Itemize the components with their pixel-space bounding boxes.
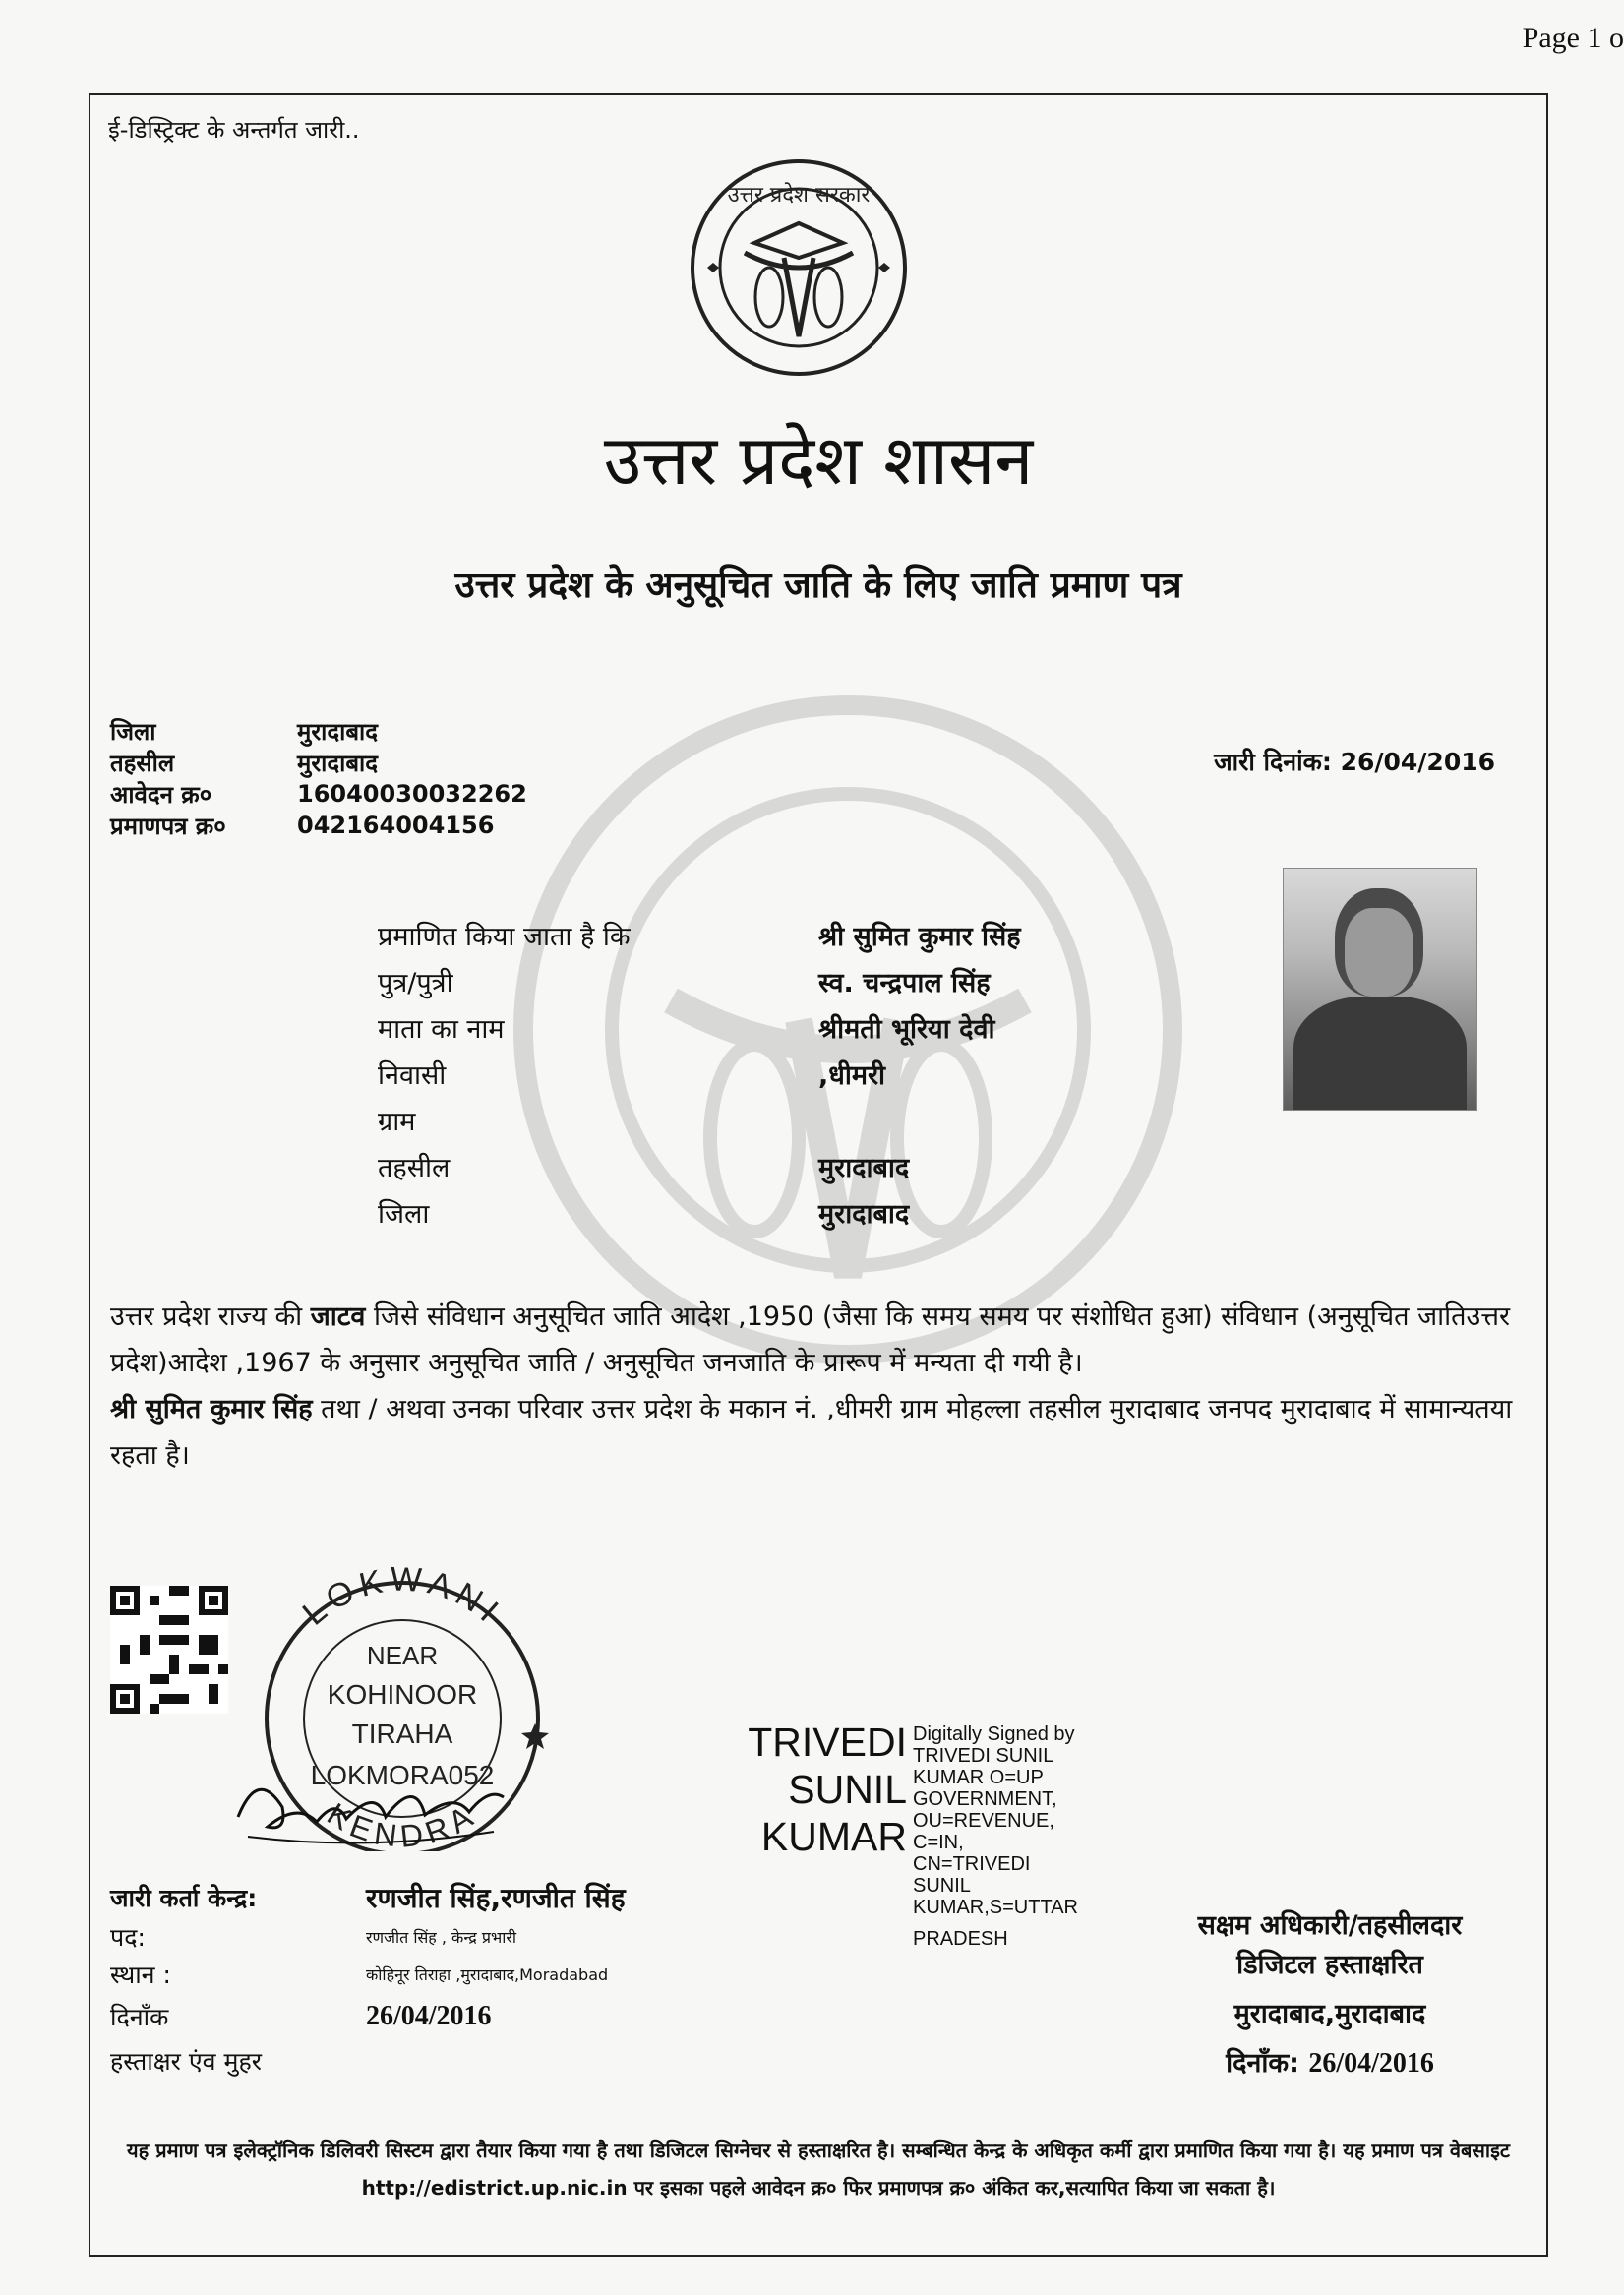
detail-row-district	[378, 1189, 1021, 1236]
issuer-post-row	[110, 1919, 626, 1955]
meta-label: जिला	[110, 717, 156, 746]
ds-line: PRADESH	[913, 1928, 1008, 1950]
detail-value: श्रीमती भूरिया देवी	[818, 1014, 995, 1045]
stamp-line: TIRAHA	[351, 1719, 453, 1749]
officer-date-value: 26/04/2016	[1308, 2048, 1434, 2079]
officer-title: सक्षम अधिकारी/तहसीलदार	[1197, 1910, 1463, 1941]
detail-value: मुरादाबाद	[818, 1199, 910, 1230]
ds-line: GOVERNMENT,	[913, 1788, 1057, 1810]
details-block	[378, 912, 1021, 1236]
issue-date	[1214, 745, 1495, 778]
detail-label: जिला	[378, 1199, 430, 1230]
detail-label: प्रमाणित किया जाता है कि	[378, 922, 631, 952]
applicant-photo	[1283, 868, 1477, 1111]
footer-note: यह प्रमाण पत्र इलेक्ट्रॉनिक डिलिवरी सिस्टम द्वारा तैयार किया गया है तथा डिजिटल सिग्नेचर से हस्ताक्षरित है। सम्बन्धित केन्द्र के अधिकृत कर्मी द्वारा प्रमाणित किया गया है। यह प्रमाण पत्र वेबसाइट http://edistrict.up.nic.in पर इसका पहले आवेदन क्र० फिर प्रमाणपत्र क्र० अंकित कर,सत्यापित किया जा सकता है।	[127, 2139, 1510, 2200]
detail-row-parent	[378, 958, 1021, 1004]
digital-signer-name	[720, 1719, 907, 1860]
ds-line: TRIVEDI SUNIL	[913, 1745, 1054, 1767]
emblem-caption: उत्तर प्रदेश सरकार	[727, 183, 871, 208]
certificate-subtitle: उत्तर प्रदेश के अनुसूचित जाति के लिए जाति प्रमाण पत्र	[454, 564, 1182, 606]
certificate-frame	[89, 93, 1548, 2257]
statement-text: जिसे संविधान अनुसूचित जाति आदेश ,1950 (जैसा कि समय समय पर संशोधित हुआ) संविधान (अनुसूचित जातिउत्तर प्रदेश)आदेश ,1967 के अनुसार अनुसूचित जाति / अनुसूचित जनजाति के प्रारूप में मन्यता दी गयी है।	[110, 1301, 1511, 1378]
detail-row-village	[378, 1097, 1021, 1143]
detail-value: स्व. चन्द्रपाल सिंह	[818, 968, 991, 998]
issuer-center-label: जारी कर्ता केन्द्र:	[110, 1884, 258, 1912]
stamp-line: KOHINOOR	[327, 1679, 478, 1710]
issuer-sign-label: हस्ताक्षर एंव मुहर	[110, 2047, 262, 2076]
detail-label: तहसील	[378, 1153, 451, 1183]
officer-location: मुरादाबाद,मुरादाबाद	[1233, 1999, 1426, 2029]
ds-line: OU=REVENUE,	[913, 1810, 1054, 1832]
detail-value: ,धीमरी	[818, 1060, 886, 1091]
detail-label: माता का नाम	[378, 1014, 505, 1045]
handwritten-signature	[228, 1758, 513, 1856]
photo-body	[1293, 997, 1467, 1111]
ds-line: SUNIL	[913, 1875, 971, 1897]
issuer-post-value: रणजीत सिंह , केन्द्र प्रभारी	[366, 1928, 517, 1947]
detail-value: मुरादाबाद	[818, 1153, 910, 1183]
issue-date-value: 26/04/2016	[1340, 748, 1495, 776]
meta-label: आवेदन क्र०	[110, 780, 212, 809]
certificate-statement	[110, 1294, 1532, 1479]
photo-face	[1345, 908, 1413, 997]
stamp-arc-bottom: KENDRA	[321, 1795, 484, 1851]
ds-line: CN=TRIVEDI	[913, 1853, 1031, 1875]
detail-row-name	[378, 912, 1021, 958]
ds-line: C=IN,	[913, 1832, 964, 1853]
issuer-place-label: स्थान :	[110, 1961, 171, 1989]
detail-row-tehsil	[378, 1143, 1021, 1189]
applicant-name-bold: श्री सुमित कुमार सिंह	[110, 1394, 313, 1424]
stamp-line: NEAR	[366, 1641, 439, 1670]
meta-label: तहसील	[110, 749, 175, 777]
detail-label: ग्राम	[378, 1107, 416, 1137]
meta-value: 16040030032262	[297, 780, 527, 808]
issuer-date-label: दिनाँक	[110, 2003, 169, 2031]
statement-paragraph-1	[110, 1294, 1532, 1386]
issuer-date-value: 26/04/2016	[366, 2001, 492, 2031]
meta-row-tehsil	[110, 747, 527, 778]
detail-row-resident	[378, 1051, 1021, 1097]
qr-code-icon	[110, 1586, 228, 1714]
meta-row-district	[110, 715, 527, 747]
issuer-post-label: पद:	[110, 1923, 146, 1952]
issue-date-label: जारी दिनांक:	[1214, 748, 1332, 776]
meta-row-certificate-no	[110, 810, 527, 841]
up-government-emblem-icon	[686, 154, 912, 381]
issuer-center-row	[110, 1876, 626, 1919]
stamp-line: LOKMORA052	[310, 1760, 495, 1790]
issuer-date-row	[110, 1994, 626, 2039]
statement-paragraph-2	[110, 1386, 1532, 1479]
meta-value: 042164004156	[297, 812, 495, 839]
issuer-sign-row	[110, 2039, 626, 2083]
issuer-place-value: कोहिनूर तिराहा ,मुरादाबाद,Moradabad	[366, 1965, 609, 1984]
issuer-center-value: रणजीत सिंह,रणजीत सिंह	[366, 1882, 626, 1914]
meta-block	[110, 715, 527, 841]
ds-line: Digitally Signed by	[913, 1723, 1075, 1745]
meta-value: मुरादाबाद	[297, 717, 379, 746]
signer-name-line: TRIVEDI	[748, 1720, 907, 1765]
stamp-arc-top: LOKWANI	[295, 1566, 510, 1633]
detail-label: पुत्र/पुत्री	[378, 968, 453, 998]
detail-value: श्री सुमित कुमार सिंह	[818, 922, 1021, 952]
caste-name: जाटव	[310, 1301, 366, 1332]
page-number: Page 1 o	[1522, 22, 1624, 54]
detail-label: निवासी	[378, 1060, 447, 1091]
officer-digital-signed: डिजिटल हस्ताक्षरित	[1236, 1950, 1423, 1980]
meta-row-application-no	[110, 778, 527, 810]
header-text: ई-डिस्ट्रिक्ट के अन्तर्गत जारी..	[108, 116, 360, 144]
competent-officer-block	[1153, 1905, 1507, 2083]
statement-text: उत्तर प्रदेश राज्य की	[110, 1301, 311, 1332]
issuer-block	[110, 1876, 626, 2083]
meta-label: प्रमाणपत्र क्र०	[110, 812, 226, 840]
officer-date-label: दिनाँक:	[1226, 2048, 1299, 2079]
issuer-place-row	[110, 1955, 626, 1994]
meta-value: मुरादाबाद	[297, 749, 379, 777]
page-title: उत्तर प्रदेश शासन	[603, 420, 1034, 501]
signer-name-line: SUNIL	[788, 1767, 907, 1812]
ds-line: KUMAR O=UP	[913, 1767, 1044, 1788]
statement-text: तथा / अथवा उनका परिवार उत्तर प्रदेश के मकान नं. ,धीमरी ग्राम मोहल्ला तहसील मुरादाबाद जनपद मुरादाबाद में सामान्यतया रहता है।	[110, 1394, 1513, 1471]
svg-text:LOKWANI	[296, 1566, 510, 1633]
officer-date	[1153, 2043, 1507, 2083]
ds-line: KUMAR,S=UTTAR	[913, 1897, 1078, 1918]
detail-row-mother	[378, 1004, 1021, 1051]
signer-name-line: KUMAR	[760, 1814, 907, 1859]
digital-signature-details	[913, 1723, 1149, 1950]
